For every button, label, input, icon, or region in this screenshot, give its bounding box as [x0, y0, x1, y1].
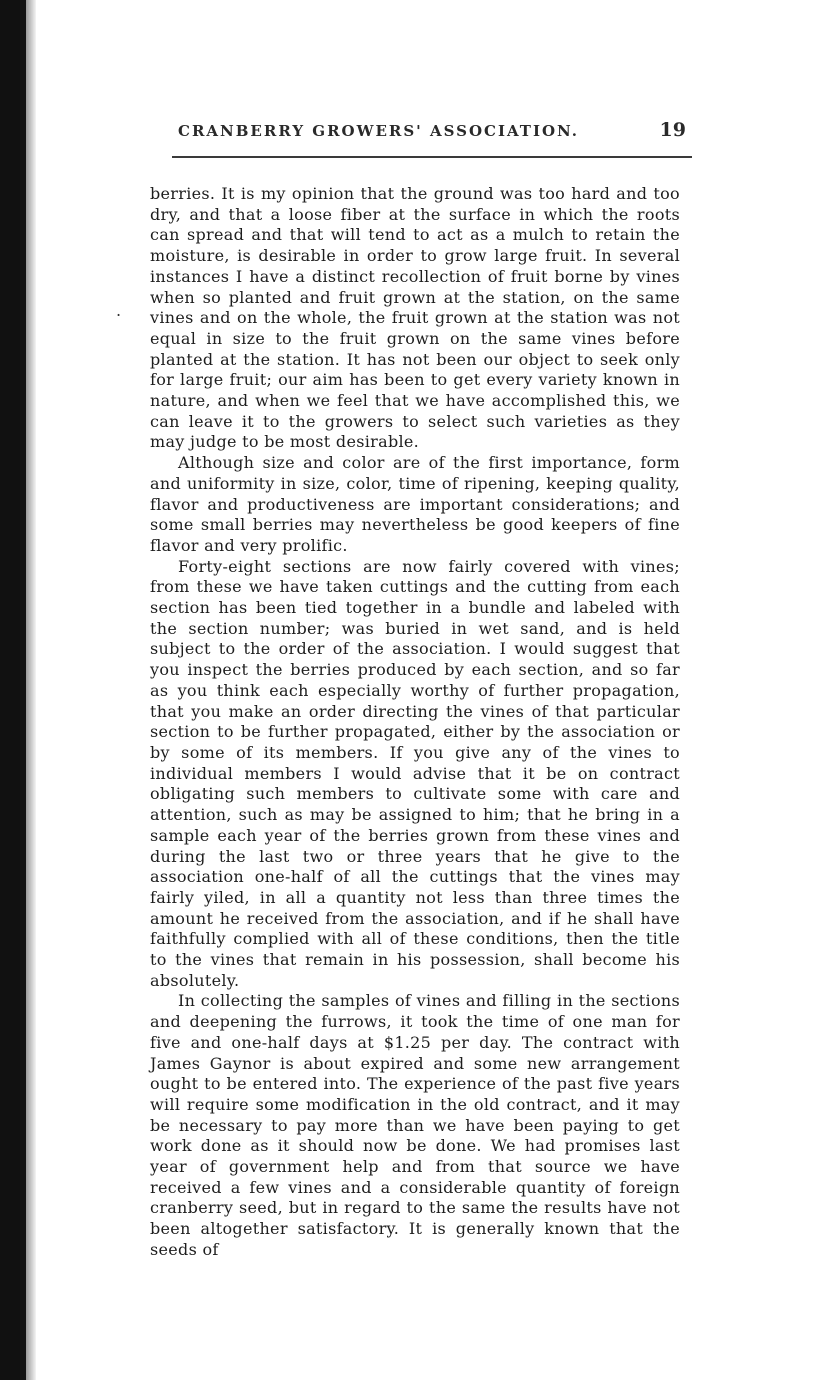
- paragraph-3: Forty-eight sections are now fairly covered with vines; from these we have taken cuttings and the cutting from each section has been tied together in a bundle and labeled with the section number; was buried in wet sand, and is held subject to the order of the association. I would suggest that you inspect the berries produced by each section, and so far as you think each especially worthy of further propagation, that you make an order directing the vines of that particular section to be further propagated, either by the association or by some of its members. If you give any of the vines to individual members I would advise that it be on contract obligating such members to cultivate some with care and attention, such as may be assigned to him; that he bring in a sample each year of the berries grown from these vines and during the last two or three years that he give to the association one-half of all the cuttings that the vines may fairly yiled, in all a quantity not less than three times the amount he received from the association, and if he shall have faithfully complied with all of these conditions, then the title to the vines that remain in his possession, shall become his absolutely.: [150, 556, 680, 990]
- running-title: CRANBERRY GROWERS' ASSOCIATION.: [178, 122, 580, 140]
- header-rule: [172, 156, 692, 158]
- scan-binding-edge: [0, 0, 26, 1380]
- running-header: [60, 114, 690, 144]
- page-number: 19: [659, 119, 686, 141]
- paragraph-1: berries. It is my opinion that the ground was too hard and too dry, and that a loose fiber at the surface in which the roots can spread and that will tend to act as a mulch to retain the moisture, is desirable in order to grow large fruit. In several instances I have a distinct recollection of fruit borne by vines when so planted and fruit grown at the station, on the same vines and on the whole, the fruit grown at the station was not equal in size to the fruit grown on the same vines before planted at the station. It has not been our object to seek only for large fruit; our aim has been to get every variety known in nature, and when we feel that we have accomplished this, we can leave it to the growers to select such varieties as they may judge to be most desirable.: [150, 184, 680, 452]
- book-page: [60, 114, 690, 1354]
- paragraph-4: In collecting the samples of vines and filling in the sections and deepening the furrows, it took the time of one man for five and one-half days at $1.25 per day. The contract with James Gaynor is about expired and some new arrangement ought to be entered into. The experience of the past five years will require some modification in the old contract, and it may be necessary to pay more than we have been paying to get work done as it should now be done. We had promises last year of government help and from that source we have received a few vines and a considerable quantity of foreign cranberry seed, but in regard to the same the results have not been altogether satisfactory. It is generally known that the seeds of: [150, 991, 680, 1259]
- body-text: [150, 184, 680, 1261]
- margin-mark: .: [116, 301, 122, 320]
- paragraph-2: Although size and color are of the first importance, form and uniformity in size, color, time of ripening, keeping quality, flavor and productiveness are important considerations; and some small berries may nevertheless be good keepers of fine flavor and very prolific.: [150, 453, 680, 555]
- scan-binding-shadow: [26, 0, 36, 1380]
